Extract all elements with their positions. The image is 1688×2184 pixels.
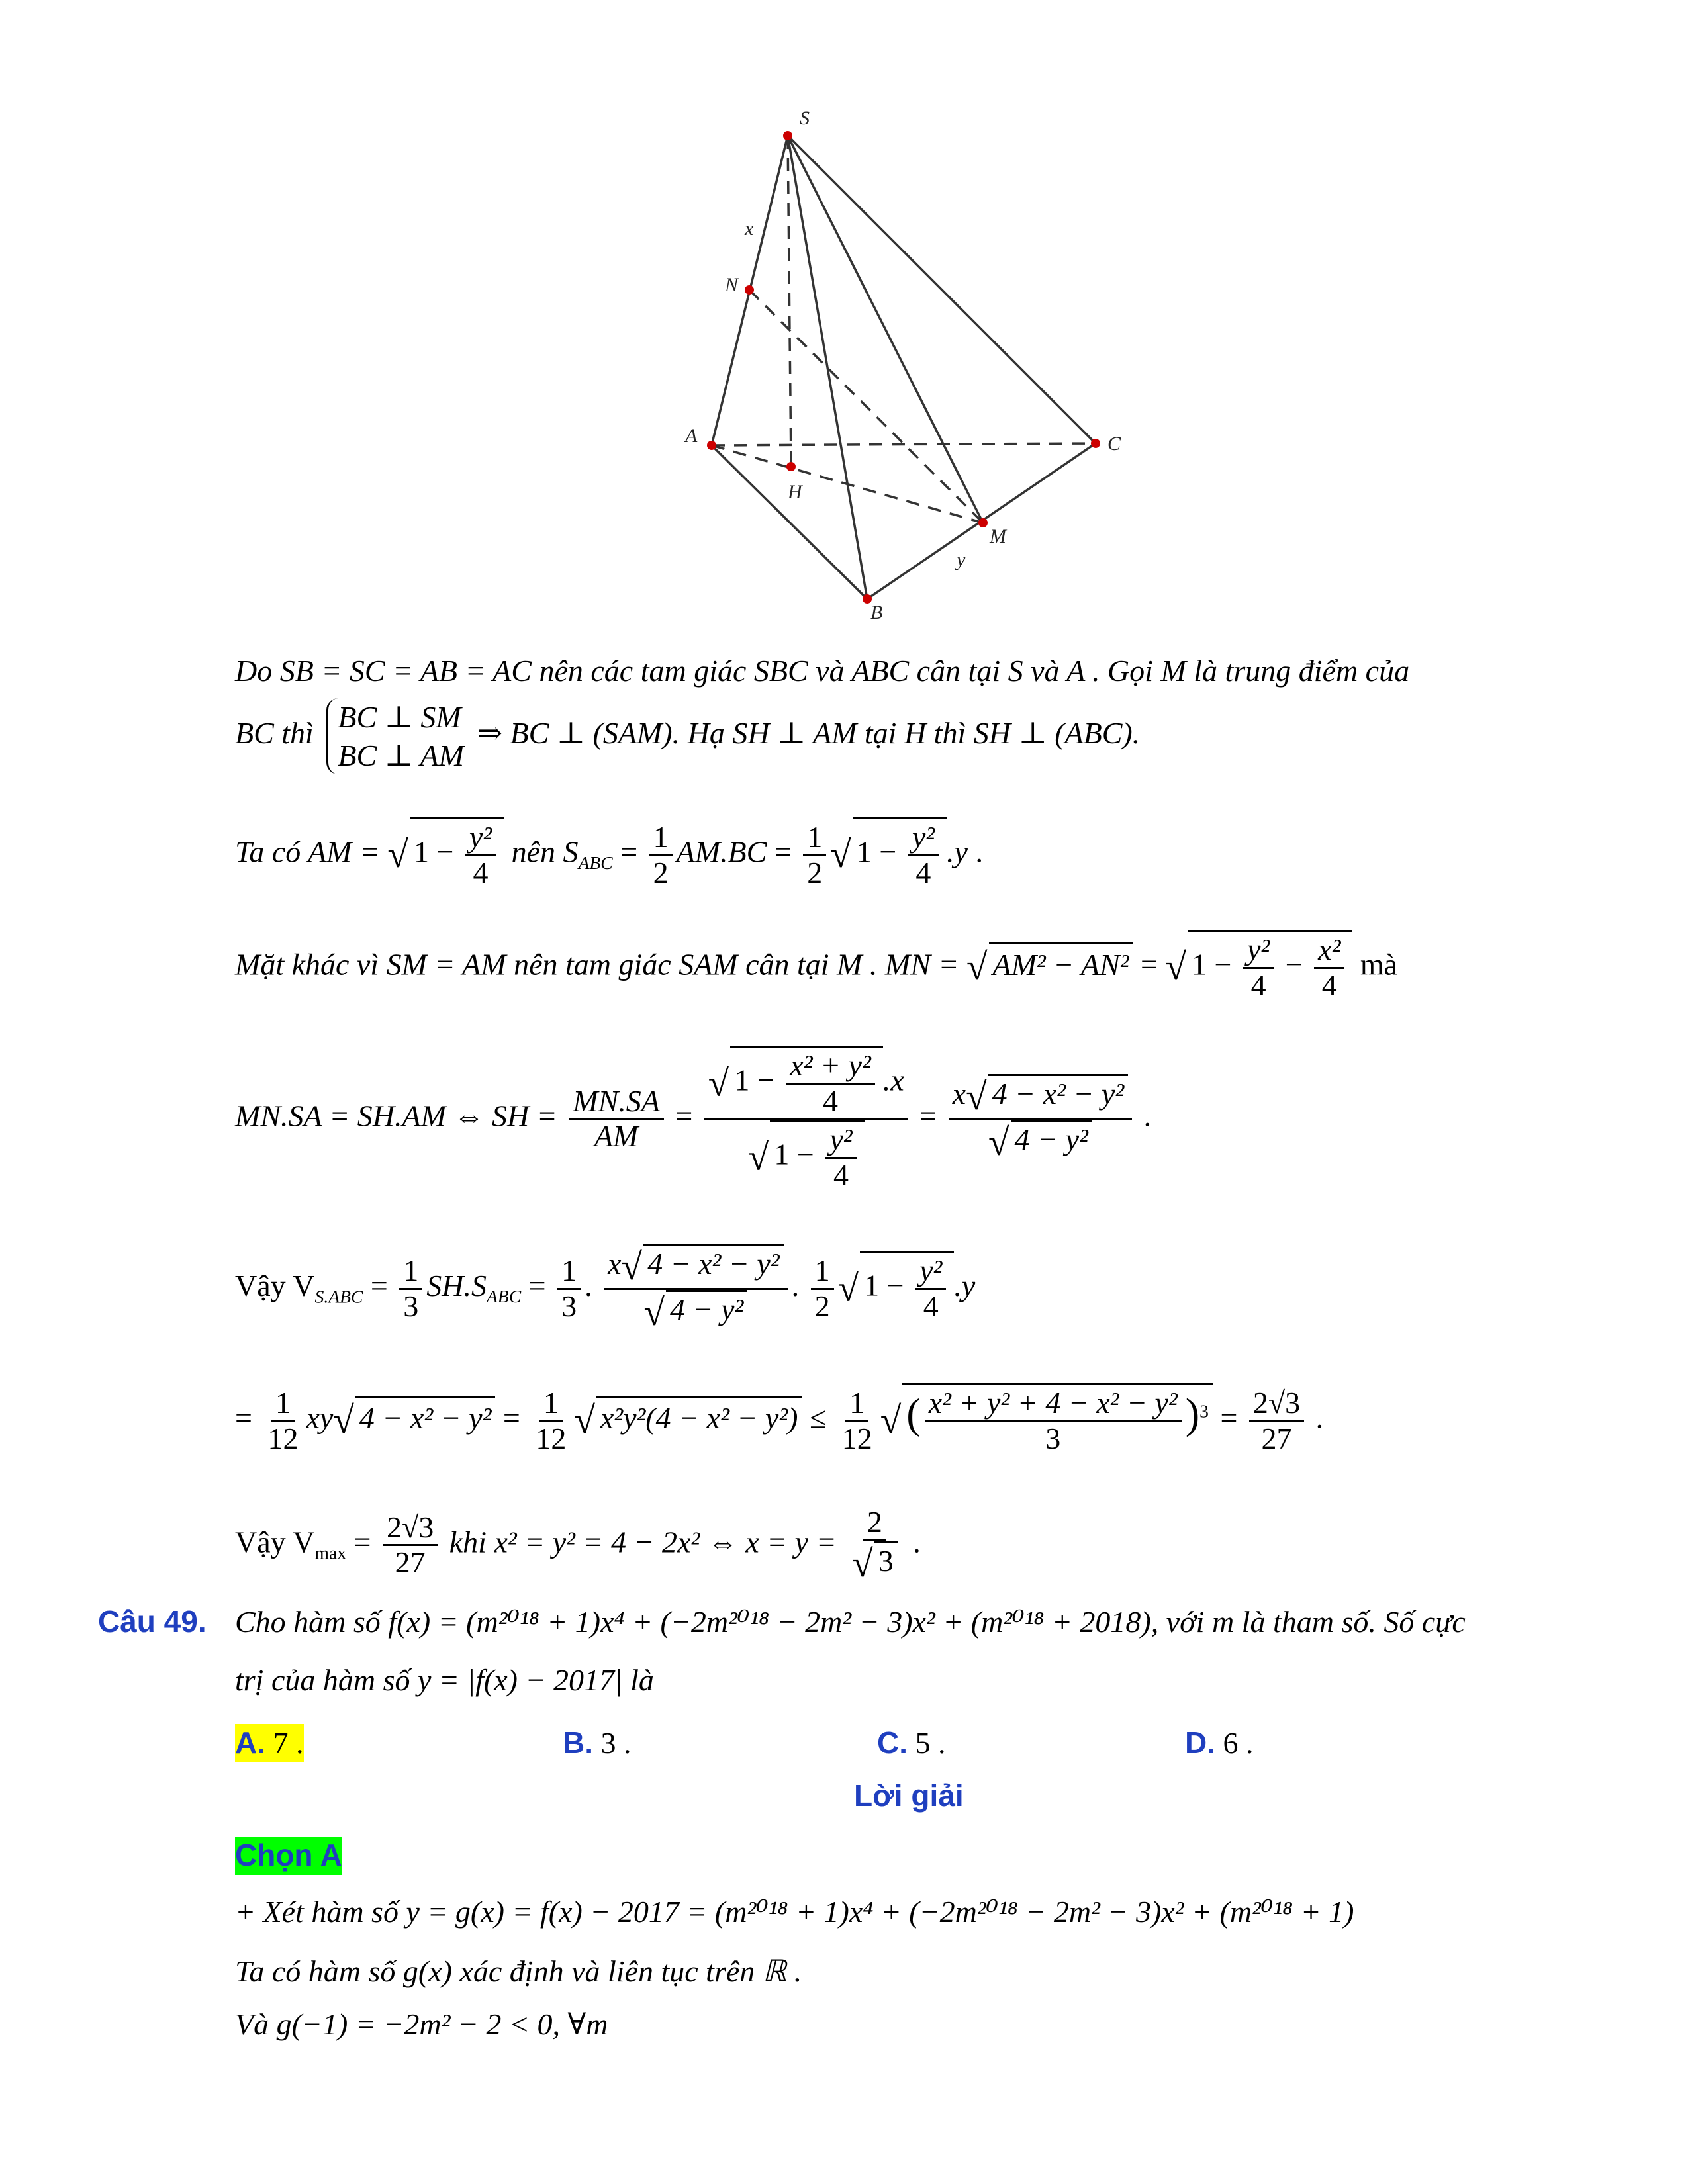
para-5: Vậy $V_{S.ABC}$ = $\frac{1}{3}$ $SH.S_{ABC}$ = $\frac{1}{3}$ . $\frac{\text{x√ 4 − x² − y²}}{\text{√ 4 − y²}}$ . $\frac{1}{2}$ √ 1 − $\frac{\text{y²}}{4}$ .y xyxy=(235,1244,975,1334)
option-b-value: 3 . xyxy=(600,1726,632,1760)
label-H: H xyxy=(788,481,802,503)
option-c-value: 5 . xyxy=(915,1726,946,1760)
label-S: S xyxy=(800,107,810,129)
para-5-start: Vậy V xyxy=(235,1269,315,1303)
label-A: A xyxy=(685,425,698,447)
point-M xyxy=(978,518,988,527)
para-1b xyxy=(235,698,1140,774)
point-C xyxy=(1091,439,1100,448)
system-brace xyxy=(326,698,464,774)
point-S xyxy=(783,131,792,140)
option-a-value: 7 . xyxy=(273,1726,304,1760)
label-x: x xyxy=(745,218,754,240)
option-a-letter: A. xyxy=(235,1725,265,1760)
edge-SH-hidden xyxy=(788,136,791,467)
option-b[interactable] xyxy=(563,1724,632,1762)
para-4-start: MN.SA = SH.AM ⇔ SH = xyxy=(235,1099,557,1133)
sqrt-am: 1 − $\frac{\text{y²}}{4}$ xyxy=(410,817,504,889)
solution-line-1: + Xét hàm số y = g(x) = f(x) − 2017 = (m²⁰¹⁸ + 1)x⁴ + (−2m²⁰¹⁸ − 2m² − 3)x² + (m²⁰¹⁸ + 1) xyxy=(235,1895,1354,1929)
solution-title: Lời giải xyxy=(854,1778,964,1813)
pyramid-figure xyxy=(0,0,1688,635)
para-4: MN.SA = SH.AM ⇔ SH = $\frac{MN.SA}{AM}$ = √ 1 − $\frac{\text{x² + y²}}{4}$ .x √ 1 − $\frac{\text{y²}}{4}$ = $\frac{\text{x√ 4 − x² − y²}}{\text{√ 4 − y²}}$ . xyxy=(235,1046,1151,1192)
para-7-start: Vậy V xyxy=(235,1525,315,1559)
option-a[interactable] xyxy=(235,1724,304,1762)
solution-line-3: Và g(−1) = −2m² − 2 < 0, ∀m xyxy=(235,2007,608,2041)
para-5-sub: S.ABC xyxy=(314,1286,363,1307)
para-7-mid: khi x² = y² = 4 − 2x² ⇔ x = y = xyxy=(449,1525,837,1559)
para-1b-end: ⇒ BC ⊥ (SAM). Hạ SH ⊥ AM tại H thì SH ⊥ (ABC). xyxy=(477,716,1141,751)
solution-line-2: Ta có hàm số g(x) xác định và liên tục trên ℝ . xyxy=(235,1954,802,1988)
option-d[interactable] xyxy=(1185,1724,1254,1762)
para-7: Vậy $V_{max}$ = $\frac{2√3}{27}$ khi x² = y² = 4 − 2x² ⇔ x = y = $\frac{2}{√ 3}$ . xyxy=(235,1505,921,1585)
point-N xyxy=(745,285,754,295)
label-N: N xyxy=(725,274,739,296)
point-A xyxy=(707,441,716,450)
para-1b-start: BC thì xyxy=(235,716,314,751)
para-2-sub: ABC xyxy=(578,852,613,873)
option-b-letter: B. xyxy=(563,1725,593,1760)
para-3-start: Mặt khác vì SM = AM nên tam giác SAM cân tại M . MN = xyxy=(235,947,959,981)
option-c[interactable] xyxy=(877,1724,946,1762)
option-c-letter: C. xyxy=(877,1725,908,1760)
para-3-end: mà xyxy=(1360,947,1398,981)
edge-AC-hidden xyxy=(712,443,1096,445)
para-1a: Do SB = SC = AB = AC nên các tam giác SBC và ABC cân tại S và A . Gọi M là trung điểm của xyxy=(235,654,1410,688)
para-6: = $\frac{1}{12}$ xy√ 4 − x² − y² = $\frac{1}{12}$ √ x²y²(4 − x² − y²) ≤ $\frac{1}{12}$ √ ( $\frac{\text{x² + y² + 4 − x² − y²}}{3}$ )$^3$ = $\frac{2√3}{27}$ . xyxy=(235,1383,1323,1455)
question-line-1: Cho hàm số f(x) = (m²⁰¹⁸ + 1)x⁴ + (−2m²⁰¹⁸ − 2m² − 3)x² + (m²⁰¹⁸ + 2018), với m là tham số. Số cực xyxy=(235,1605,1466,1639)
para-2: Ta có AM = √ 1 − $\frac{\text{y²}}{4}$ nên $S_{ABC}$ = $\frac{1}{2}$ AM.BC = $\frac{1}{2}$ √ 1 − $\frac{\text{y²}}{4}$ .y . xyxy=(235,817,983,889)
chosen-answer: Chọn A xyxy=(235,1837,342,1875)
system-line-2: BC ⊥ AM xyxy=(338,738,464,772)
option-d-value: 6 . xyxy=(1223,1726,1254,1760)
point-H xyxy=(786,462,796,471)
label-C: C xyxy=(1107,433,1121,455)
label-y: y xyxy=(957,549,966,570)
option-d-letter: D. xyxy=(1185,1725,1215,1760)
para-3: Mặt khác vì SM = AM nên tam giác SAM cân tại M . MN = √ AM² − AN² = √ 1 − $\frac{\text{y²}}{4}$ − $\frac{\text{x²}}{4}$ mà xyxy=(235,930,1397,1002)
system-line-1: BC ⊥ SM xyxy=(338,700,461,734)
para-7-sub: max xyxy=(314,1542,347,1563)
label-B: B xyxy=(870,602,883,623)
edge-SM xyxy=(788,136,983,523)
question-label: Câu 49. xyxy=(98,1604,207,1639)
label-M: M xyxy=(990,525,1006,547)
edge-NM-hidden xyxy=(749,290,983,523)
question-line-2: trị của hàm số y = |f(x) − 2017| là xyxy=(235,1663,654,1697)
para-2-mid: nên S xyxy=(511,835,579,869)
para-2-start: Ta có AM = xyxy=(235,835,380,869)
edge-SB xyxy=(788,136,867,599)
edge-SC xyxy=(788,136,1096,443)
